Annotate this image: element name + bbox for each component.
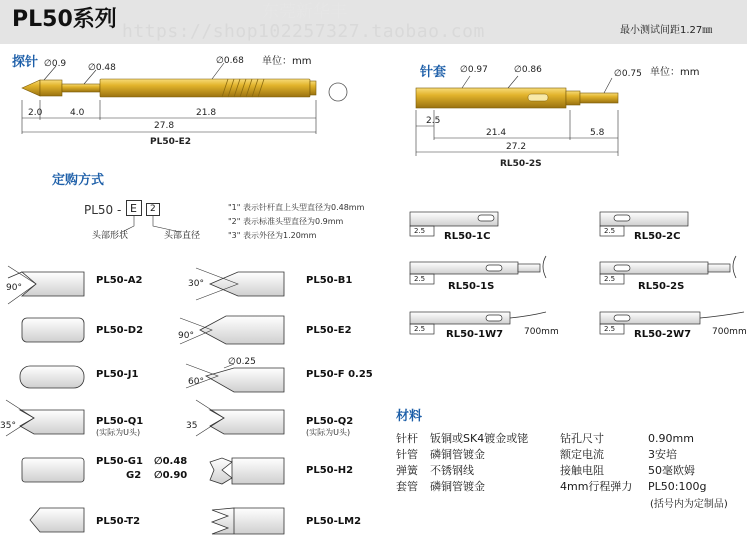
ordering-note-3: "3" 表示外径为1.20mm <box>228 231 317 240</box>
receptacle-d2: ∅0.86 <box>514 65 542 75</box>
receptacle-heading: 针套 <box>420 65 447 80</box>
tip-q2-note: (实际为U头) <box>306 428 351 437</box>
mat-val2-1: 3安培 <box>648 448 677 461</box>
mat-val2-2: 50毫欧姆 <box>648 464 695 477</box>
page-title: PL50系列 <box>12 7 117 32</box>
mat-val-1: 磷铜管镀金 <box>430 448 485 461</box>
tip-g2-diameter: ∅0.90 <box>154 470 188 481</box>
probe-plunger-diameter: ∅0.48 <box>88 63 116 73</box>
probe-heading: 探针 <box>12 55 39 70</box>
receptacle-d1: ∅0.97 <box>460 65 488 75</box>
probe-dim-body: 21.8 <box>196 108 217 118</box>
receptacle-dim-a: 2.5 <box>426 116 441 126</box>
mat-val2-3: PL50:100g <box>648 480 707 493</box>
mat-key2-3: 4mm行程弹力 <box>560 480 633 493</box>
mat-val-3: 磷铜管镀金 <box>430 480 485 493</box>
tip-g1-label: PL50-G1 <box>96 456 143 467</box>
probe-dim-shaft: 4.0 <box>70 108 85 118</box>
receptacle-dim-b: 21.4 <box>486 128 507 138</box>
ordering-note-1: "1" 表示针杆直上头型直径为0.48mm <box>228 203 365 212</box>
tip-lm2-label: PL50-LM2 <box>306 516 362 527</box>
receptacle-model: RL50-2S <box>500 159 542 169</box>
receptacle-dim-total: 27.2 <box>506 142 527 152</box>
receptacle-unit: 单位：mm <box>650 67 700 78</box>
tip-e2-angle: 90° <box>178 331 194 341</box>
mat-key-0: 针杆 <box>396 432 418 445</box>
probe-tip-diameter: ∅0.9 <box>44 59 67 69</box>
tip-q2-label: PL50-Q2 <box>306 416 354 427</box>
tip-g2-label: G2 <box>126 470 142 481</box>
rl-2s-label: RL50-2S <box>638 281 685 292</box>
mat-key-1: 针管 <box>396 448 418 461</box>
probe-barrel-diameter: ∅0.68 <box>216 56 244 66</box>
tip-a2-angle: 90° <box>6 283 22 293</box>
tip-q1-note: (实际为U头) <box>96 428 141 437</box>
probe-dim-tip: 2.0 <box>28 108 43 118</box>
rl-1w7-wire: 700mm <box>524 327 559 337</box>
rl-2w7-label: RL50-2W7 <box>634 329 692 340</box>
tip-b1-label: PL50-B1 <box>306 275 353 286</box>
mat-footnote: (括号内为定制品) <box>650 499 728 510</box>
mat-val-2: 不锈钢线 <box>430 464 474 477</box>
tip-t2-label: PL50-T2 <box>96 516 141 527</box>
ordering-box-diameter-value: 2 <box>150 204 156 214</box>
receptacle-dim-c: 5.8 <box>590 128 605 138</box>
rl-1c-label: RL50-1C <box>444 231 491 242</box>
tip-f-label: PL50-F 0.25 <box>306 369 373 380</box>
tip-d2-label: PL50-D2 <box>96 325 144 336</box>
mat-key-3: 套管 <box>396 480 418 493</box>
ordering-note-2: "2" 表示标准头型直径为0.9mm <box>228 217 344 226</box>
mat-key2-0: 钻孔尺寸 <box>560 432 604 445</box>
probe-model: PL50-E2 <box>150 137 192 147</box>
rl-2w7-wire: 700mm <box>712 327 747 337</box>
rl-1s-dim: 2.5 <box>414 275 426 283</box>
mat-key2-2: 接触电阻 <box>560 464 604 477</box>
rl-2c-label: RL50-2C <box>634 231 681 242</box>
rl-1w7-dim: 2.5 <box>414 325 426 333</box>
tip-j1-label: PL50-J1 <box>96 369 139 380</box>
tip-a2-label: PL50-A2 <box>96 275 143 286</box>
mat-val-0: 钣铜或SK4镀金或铑 <box>430 432 529 445</box>
ordering-label-diameter: 头部直径 <box>164 231 201 241</box>
probe-dim-total: 27.8 <box>154 121 175 131</box>
min-pitch-label: 最小测试间距1.27㎜ <box>620 25 713 36</box>
tip-q1-label: PL50-Q1 <box>96 416 144 427</box>
tip-b1-angle: 30° <box>188 279 204 289</box>
ordering-box-shape-value: E <box>130 202 137 215</box>
rl-2w7-dim: 2.5 <box>604 325 616 333</box>
rl-1w7-label: RL50-1W7 <box>446 329 504 340</box>
mat-val2-0: 0.90mm <box>648 432 694 445</box>
mat-key2-1: 额定电流 <box>560 448 604 461</box>
rl-2c-dim: 2.5 <box>604 227 616 235</box>
rl-1c-dim: 2.5 <box>414 227 426 235</box>
ordering-heading: 定购方式 <box>52 173 105 188</box>
ordering-code-prefix: PL50 - <box>84 203 122 217</box>
tip-h2-label: PL50-H2 <box>306 465 354 476</box>
tip-f-diameter: ∅0.25 <box>228 357 256 367</box>
ordering-label-shape: 头部形状 <box>92 231 129 241</box>
receptacle-d3: ∅0.75 <box>614 69 642 79</box>
tip-q1-angle: 35° <box>0 421 16 431</box>
mat-key-2: 弹簧 <box>396 464 418 477</box>
watermark-url: https://shop102257327.taobao.com <box>122 21 485 42</box>
tip-q2-angle: 35 <box>186 421 198 431</box>
tip-e2-label: PL50-E2 <box>306 325 352 336</box>
probe-unit: 单位：mm <box>262 56 312 67</box>
watermark-shop-name: 东莞新华丰 <box>262 2 347 22</box>
tip-f-angle: 60° <box>188 377 204 387</box>
tip-g1-diameter: ∅0.48 <box>154 456 188 467</box>
rl-2s-dim: 2.5 <box>604 275 616 283</box>
rl-1s-label: RL50-1S <box>448 281 495 292</box>
materials-heading: 材料 <box>396 409 423 424</box>
